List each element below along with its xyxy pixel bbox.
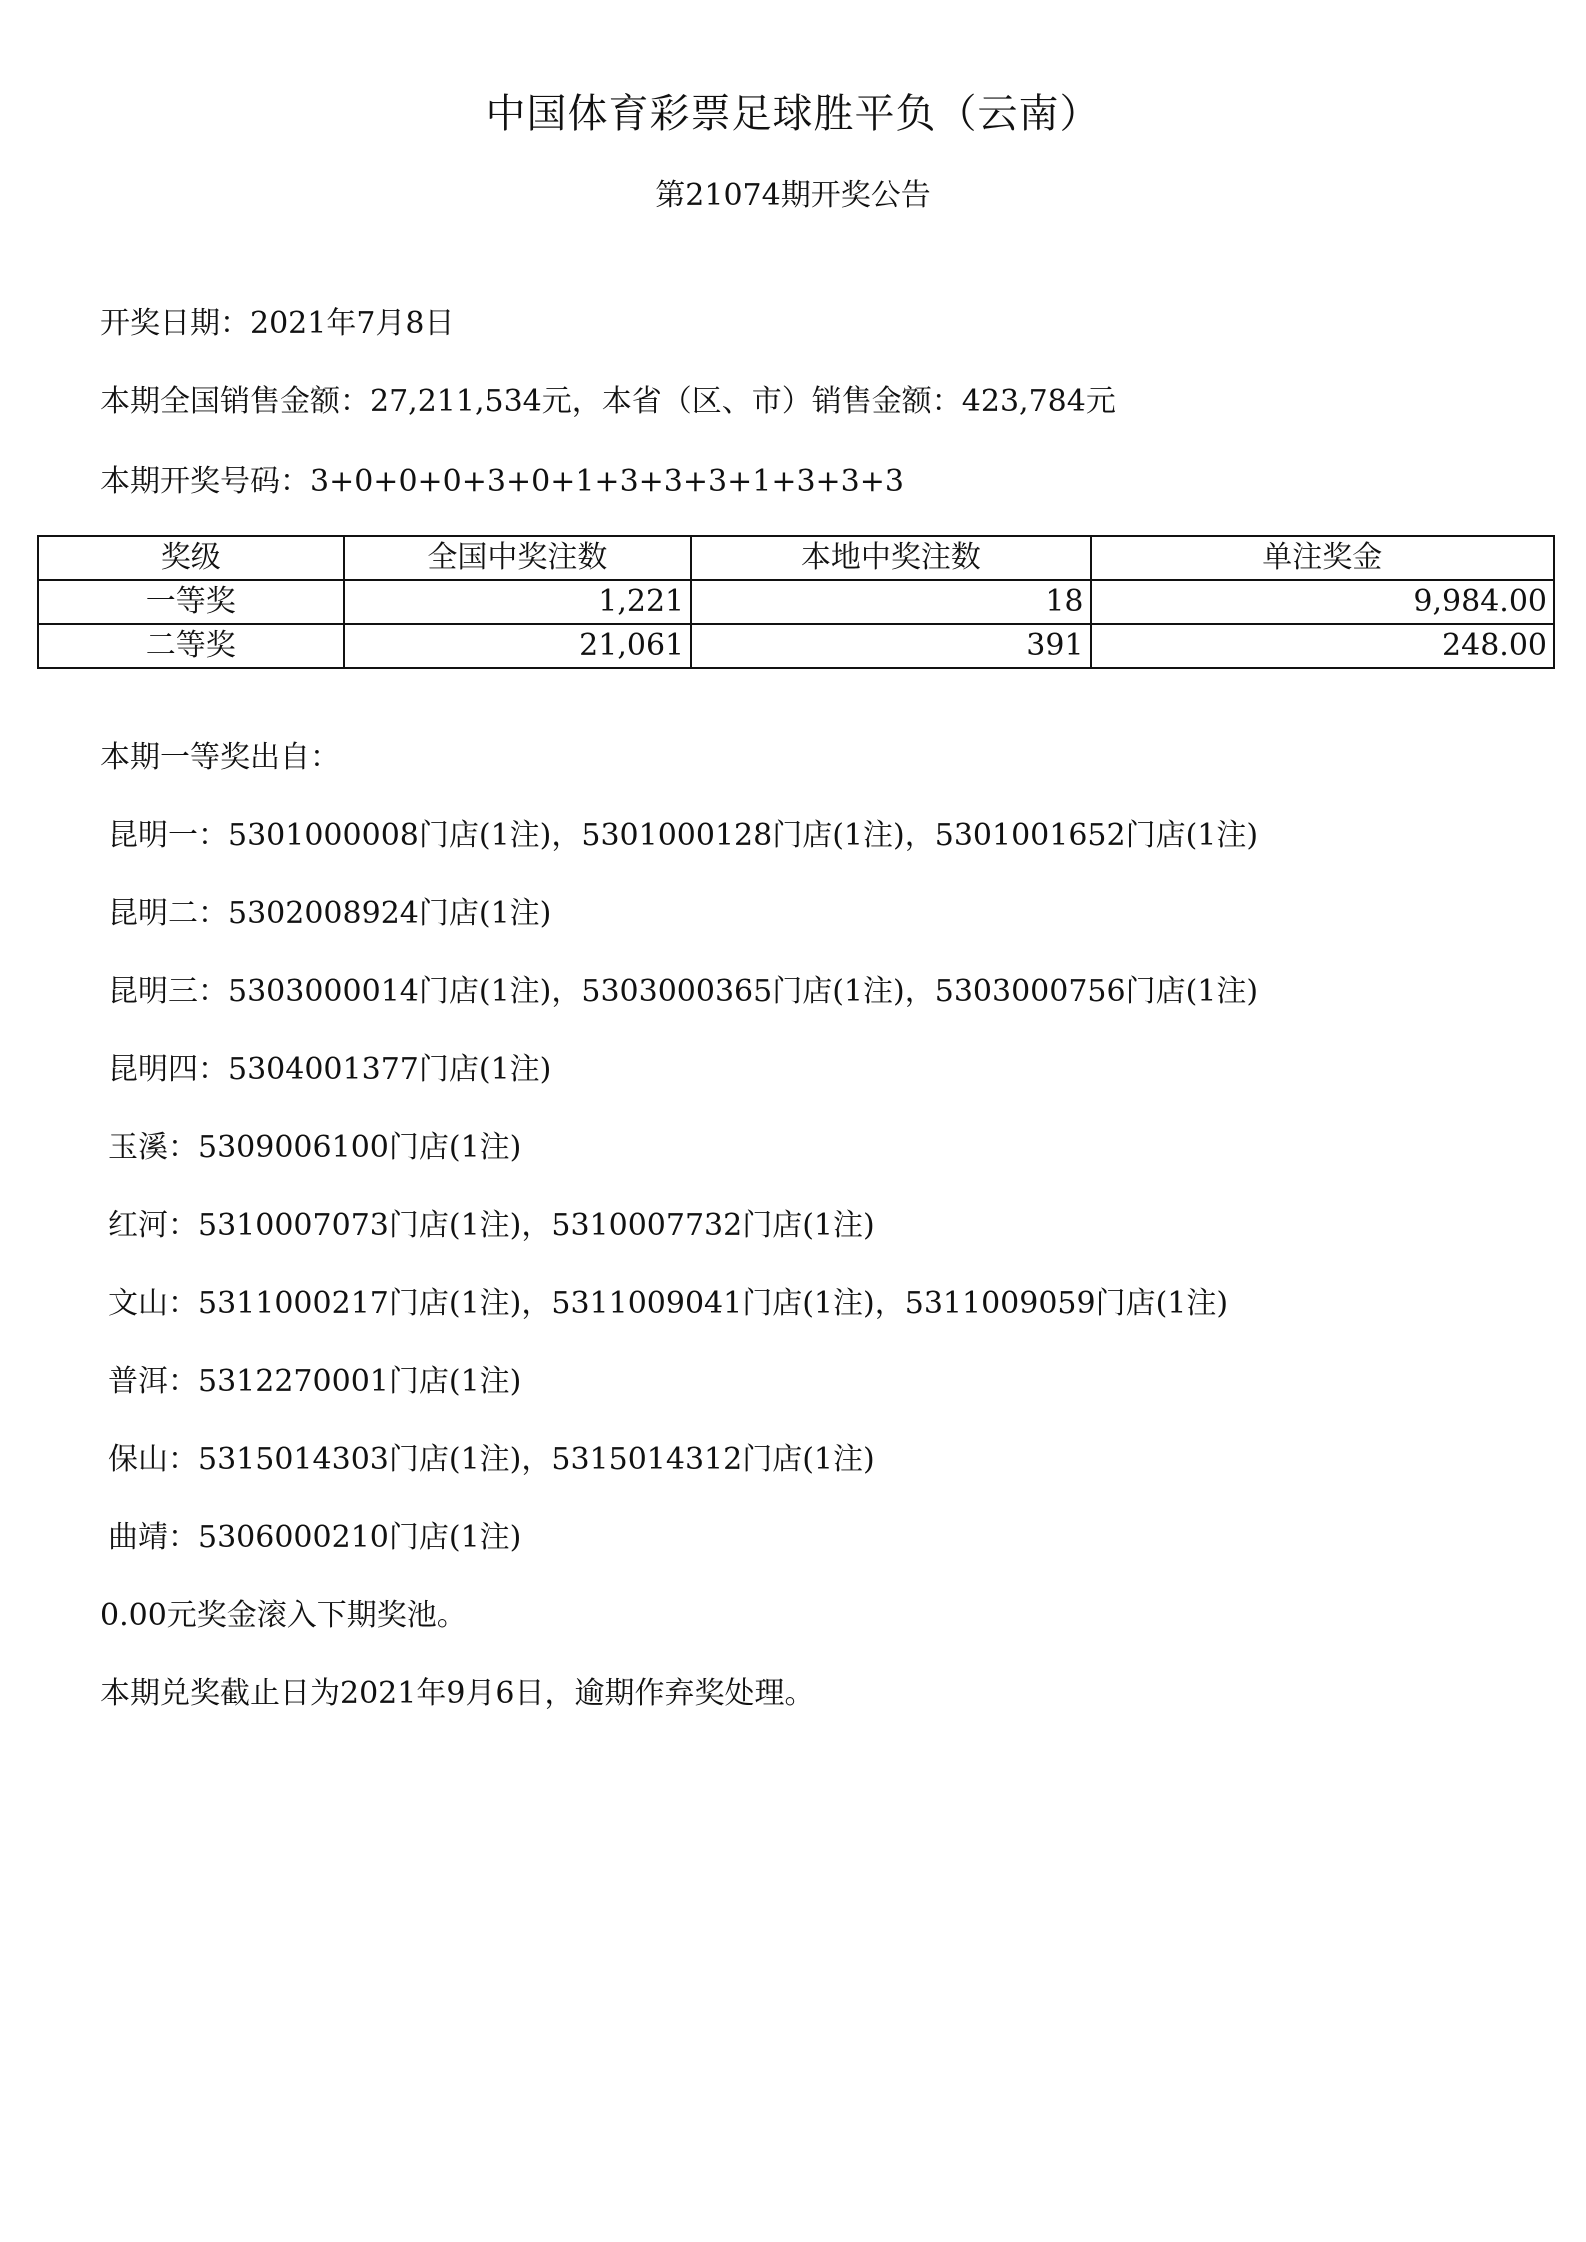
winner-line: 玉溪：5309006100门店(1注) [108, 1130, 522, 1165]
local-count: 391 [691, 624, 1090, 668]
draw-date: 开奖日期：2021年7月8日 [100, 306, 455, 341]
header-national-count: 全国中奖注数 [344, 536, 692, 580]
local-count: 18 [691, 580, 1090, 624]
rollover-note: 0.00元奖金滚入下期奖池。 [100, 1598, 467, 1633]
winning-numbers: 本期开奖号码：3+0+0+0+3+0+1+3+3+3+1+3+3+3 [100, 464, 904, 499]
sales-amount: 本期全国销售金额：27,211,534元，本省（区、市）销售金额：423,784元 [100, 384, 1116, 419]
first-prize-intro: 本期一等奖出自： [100, 740, 340, 775]
winner-line: 文山：5311000217门店(1注)，5311009041门店(1注)，5311009059门店(1注) [108, 1286, 1229, 1321]
deadline-note: 本期兑奖截止日为2021年9月6日，逾期作弃奖处理。 [100, 1676, 815, 1711]
document-title: 中国体育彩票足球胜平负（云南） [485, 91, 1101, 137]
header-prize-level: 奖级 [38, 536, 344, 580]
document-subtitle: 第21074期开奖公告 [655, 178, 931, 213]
winner-line: 曲靖：5306000210门店(1注) [108, 1520, 522, 1555]
prize-amount: 9,984.00 [1091, 580, 1554, 624]
table-row [38, 580, 1554, 624]
winner-line: 昆明二：5302008924门店(1注) [108, 896, 552, 931]
winner-line: 昆明四：5304001377门店(1注) [108, 1052, 552, 1087]
prize-level: 二等奖 [38, 624, 344, 668]
national-count: 21,061 [344, 624, 692, 668]
header-prize-amount: 单注奖金 [1091, 536, 1554, 580]
winner-line: 普洱：5312270001门店(1注) [108, 1364, 522, 1399]
winner-line: 昆明一：5301000008门店(1注)，5301000128门店(1注)，5301001652门店(1注) [108, 818, 1259, 853]
winner-line: 保山：5315014303门店(1注)，5315014312门店(1注) [108, 1442, 875, 1477]
national-count: 1,221 [344, 580, 692, 624]
winner-line: 红河：5310007073门店(1注)，5310007732门店(1注) [108, 1208, 875, 1243]
header-local-count: 本地中奖注数 [691, 536, 1090, 580]
prize-table [37, 535, 1555, 669]
winner-line: 昆明三：5303000014门店(1注)，5303000365门店(1注)，5303000756门店(1注) [108, 974, 1259, 1009]
table-row [38, 624, 1554, 668]
prize-level: 一等奖 [38, 580, 344, 624]
table-header-row [38, 536, 1554, 580]
prize-amount: 248.00 [1091, 624, 1554, 668]
